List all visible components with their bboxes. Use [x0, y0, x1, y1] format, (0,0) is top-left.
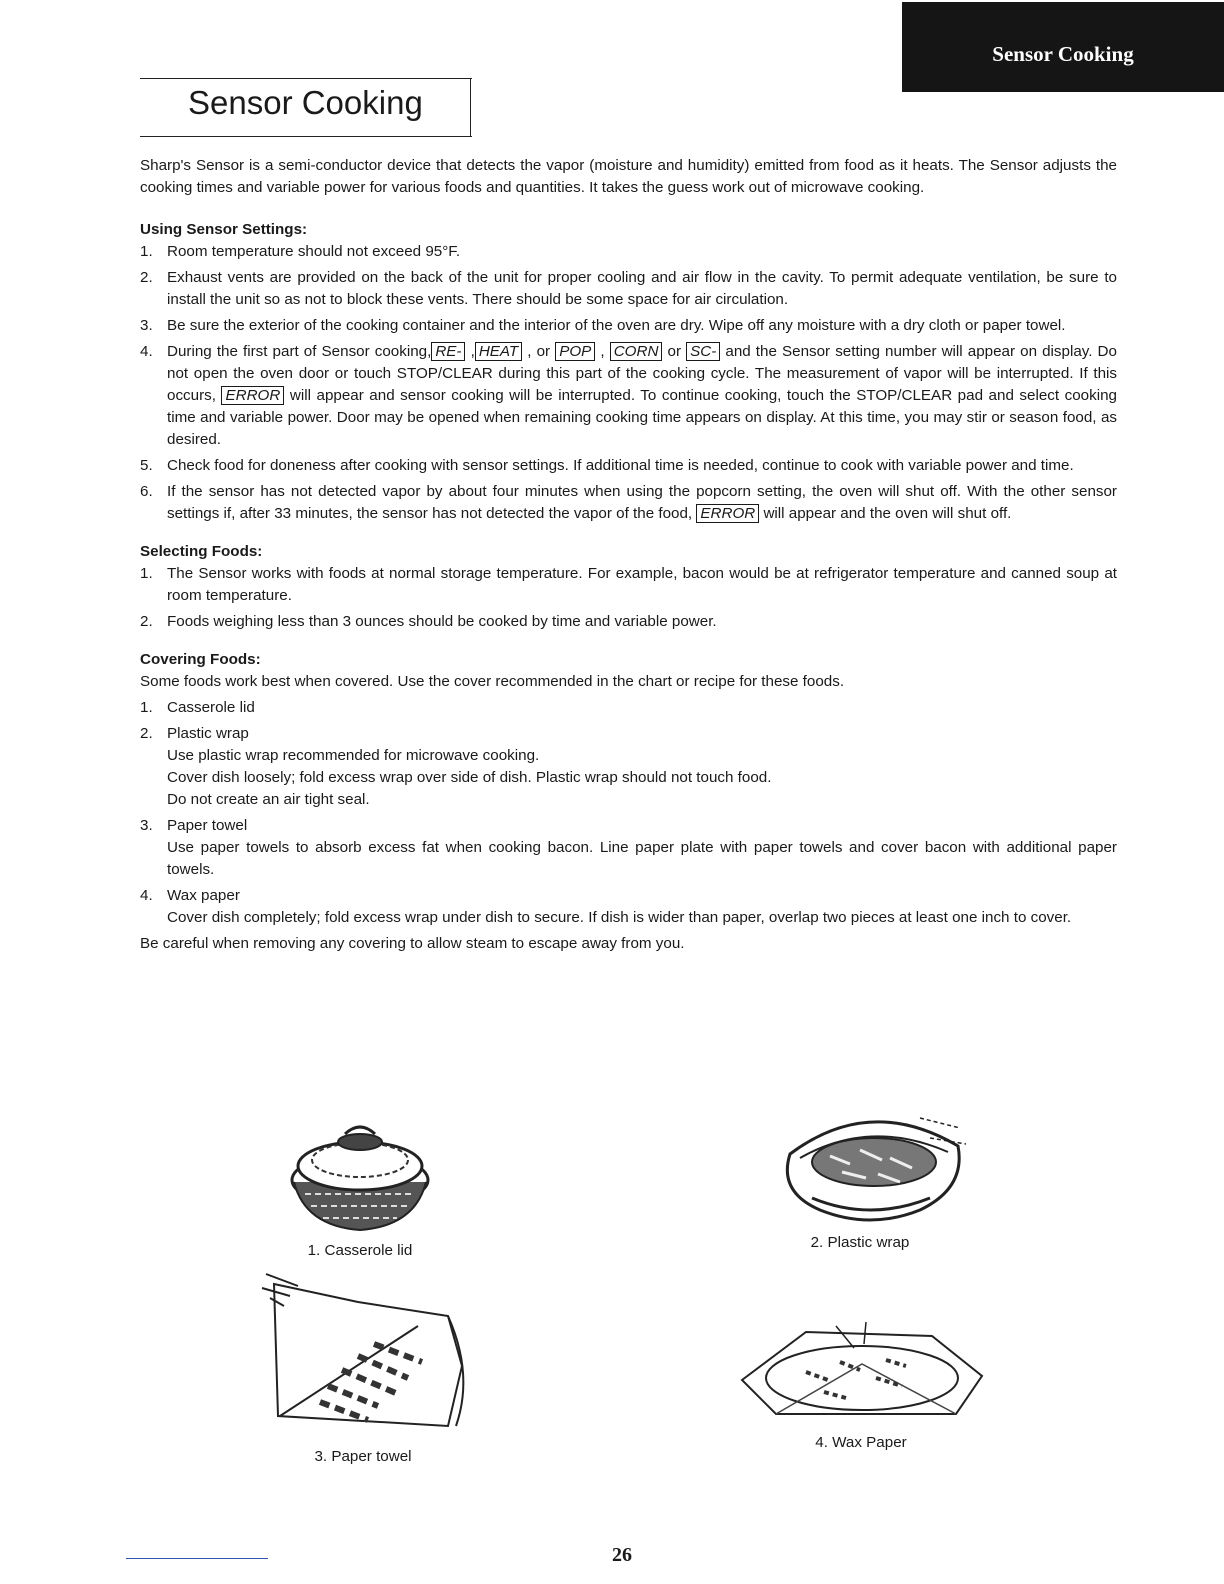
list-item-text: Room temperature should not exceed 95°F.: [167, 243, 461, 260]
display-readout-box: HEAT: [475, 342, 522, 361]
list-number: 3.: [140, 317, 153, 334]
list-number: 1.: [140, 565, 153, 582]
list-item-text: Be sure the exterior of the cooking container and the interior of the oven are dry. Wipe off any moisture with a dry cloth or paper towel.: [167, 317, 1066, 334]
list-item-text: ,: [470, 343, 475, 360]
list-item-text: and the Sensor setting number will appear on display. Do not open the oven door or touch STOP/CLEAR during this part of the cooking cycle. The measurement of vapor will be interrupted. If this occurs,: [167, 343, 1117, 404]
list-number: 6.: [140, 483, 153, 500]
list-item-text: Use paper towels to absorb excess fat when cooking bacon. Line paper plate with paper towels and cover bacon with additional paper towels.: [167, 839, 1117, 878]
list-item-text: Casserole lid: [167, 699, 255, 716]
page-content: [140, 155, 1117, 971]
list-item: [140, 267, 1117, 311]
list-number: 3.: [140, 817, 153, 834]
list-item-title: Paper towel: [167, 817, 248, 834]
caution-note: Be careful when removing any covering to allow steam to escape away from you.: [140, 935, 685, 952]
error-readout-box: ERROR: [221, 386, 284, 405]
paper-towel-illustration: [258, 1266, 468, 1442]
list-item-text: The Sensor works with foods at normal storage temperature. For example, bacon would be at refrigerator temperature and canned soup at room temperature.: [167, 565, 1117, 604]
numbered-list: [140, 241, 1117, 525]
title-rule-top: [140, 78, 472, 79]
intro-paragraph: Sharp's Sensor is a semi-conductor device that detects the vapor (moisture and humidity) emitted from food as it heats. The Sensor adjusts the cooking times and variable power for various foods and quantities. It takes the guess work out of microwave cooking.: [140, 157, 1117, 196]
list-item: [140, 481, 1117, 525]
list-number: 1.: [140, 699, 153, 716]
list-item-text: Cover dish completely; fold excess wrap under dish to secure. If dish is wider than paper, overlap two pieces at least one inch to cover.: [167, 909, 1072, 926]
display-readout-box: POP: [555, 342, 595, 361]
figure-caption: 2. Plastic wrap: [810, 1234, 910, 1251]
figure-caption: 1. Casserole lid: [307, 1242, 413, 1259]
list-item-text: ,: [600, 343, 605, 360]
list-number: 2.: [140, 269, 153, 286]
list-item-text: Cover dish loosely; fold excess wrap over side of dish. Plastic wrap should not touch food.: [167, 769, 772, 786]
list-item: [140, 697, 1117, 719]
covering-foods-section: [140, 649, 1117, 955]
selecting-foods-section: [140, 541, 1117, 633]
list-number: 5.: [140, 457, 153, 474]
list-item: [140, 815, 1117, 881]
list-number: 4.: [140, 887, 153, 904]
list-item-text: , or: [527, 343, 551, 360]
title-rule-bottom: [140, 136, 472, 137]
figure-casserole-lid: [270, 1108, 450, 1259]
title-rule-right: [470, 78, 471, 136]
list-item-text: will appear and the oven will shut off.: [763, 505, 1012, 522]
display-readout-box: CORN: [610, 342, 663, 361]
list-item-text: Foods weighing less than 3 ounces should be cooked by time and variable power.: [167, 613, 717, 630]
list-number: 4.: [140, 343, 153, 360]
section-heading: Covering Foods:: [140, 651, 261, 668]
covering-intro: Some foods work best when covered. Use the cover recommended in the chart or recipe for these foods.: [140, 673, 845, 690]
wrapped-dish-illustration: [770, 1098, 970, 1228]
section-heading: Using Sensor Settings:: [140, 221, 308, 238]
page-number: 26: [612, 1544, 632, 1566]
list-number: 2.: [140, 613, 153, 630]
list-item: [140, 315, 1117, 337]
list-item-text: Check food for doneness after cooking with sensor settings. If additional time is needed, continue to cook with variable power and time.: [167, 457, 1074, 474]
figure-paper-towel: [258, 1266, 468, 1465]
numbered-list: [140, 697, 1117, 929]
list-item-text: If the sensor has not detected vapor by about four minutes when using the popcorn setting, the oven will shut off. With the other sensor settings if, after 33 minutes, the sensor has not detected the vapor of the food,: [167, 483, 1117, 522]
page-title: Sensor Cooking: [188, 84, 423, 121]
casserole-dish-illustration: [285, 1108, 435, 1236]
display-readout-box: RE-: [431, 342, 465, 361]
section-heading: Selecting Foods:: [140, 543, 263, 560]
list-item-text: or: [667, 343, 682, 360]
list-item: [140, 723, 1117, 811]
list-item-text: During the first part of Sensor cooking,: [167, 343, 432, 360]
list-item: [140, 885, 1117, 929]
figure-plastic-wrap: [770, 1098, 950, 1251]
list-item: [140, 241, 1117, 263]
display-readout-box: SC-: [686, 342, 720, 361]
section-header-tab: Sensor Cooking: [902, 2, 1224, 92]
figure-caption: 4. Wax Paper: [815, 1434, 907, 1451]
list-item-text: Exhaust vents are provided on the back of the unit for proper cooling and air flow in the cavity. To permit adequate ventilation, be sure to install the unit so as not to block these vents. There should be some space for air circulation.: [167, 269, 1117, 308]
list-item: [140, 611, 1117, 633]
list-number: 2.: [140, 725, 153, 742]
figure-wax-paper: [736, 1318, 986, 1451]
list-item: [140, 563, 1117, 607]
list-number: 1.: [140, 243, 153, 260]
list-item-text: Use plastic wrap recommended for microwave cooking.: [167, 747, 540, 764]
list-item-text: will appear and sensor cooking will be interrupted. To continue cooking, touch the STOP/CLEAR pad and select cooking time and variable power. Door may be opened when remaining cooking time appears on display. At this time, you may stir or season food, as desired.: [167, 387, 1117, 448]
list-item-title: Wax paper: [167, 887, 240, 904]
numbered-list: [140, 563, 1117, 633]
figure-caption: 3. Paper towel: [314, 1448, 412, 1465]
list-item-title: Plastic wrap: [167, 725, 249, 742]
list-item: [140, 341, 1117, 451]
list-item-text: Do not create an air tight seal.: [167, 791, 370, 808]
using-sensor-settings-section: [140, 219, 1117, 525]
wax-paper-dish-illustration: [736, 1318, 986, 1428]
error-readout-box: ERROR: [696, 504, 759, 523]
footer-rule: [126, 1558, 268, 1559]
list-item: [140, 455, 1117, 477]
